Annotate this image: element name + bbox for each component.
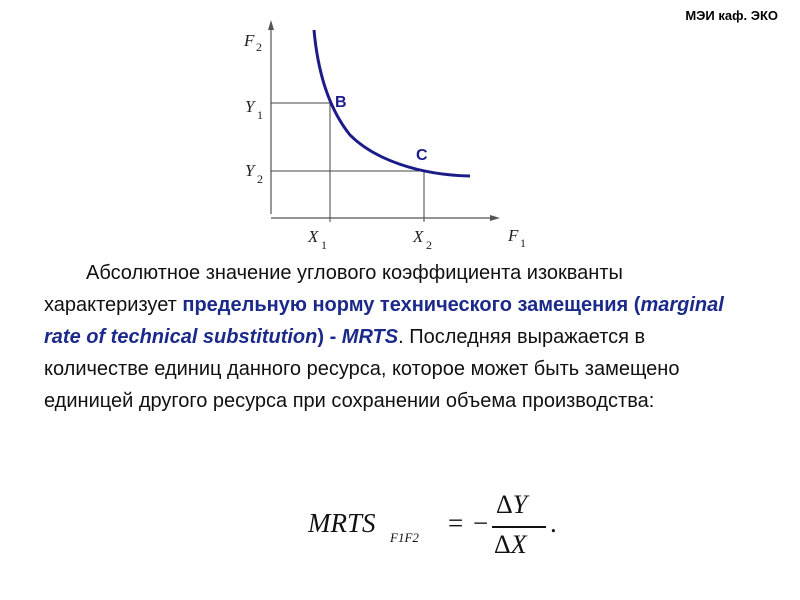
formula-denominator bbox=[494, 530, 527, 560]
paragraph-rest: . Последняя выражается в количестве единиц данного ресурса, которое может быть замещено единицей другого ресурса при сохранении объема производства: bbox=[44, 326, 680, 412]
x-axis-label: F bbox=[508, 226, 519, 245]
formula-lhs: MRTS bbox=[308, 508, 376, 538]
term-highlight: предельную норму технического замещения ( bbox=[182, 294, 641, 316]
tick-y2: Y bbox=[245, 161, 255, 180]
term-mrts: MRTS bbox=[341, 326, 399, 348]
numerator-var: Y bbox=[512, 490, 528, 519]
term-close: ) - bbox=[317, 326, 342, 348]
y-axis-arrow bbox=[268, 20, 274, 30]
denominator-delta: Δ bbox=[494, 530, 511, 559]
formula-numerator bbox=[496, 490, 527, 520]
point-c-label: C bbox=[416, 147, 428, 164]
tick-x2: X bbox=[413, 227, 424, 246]
y-axis-label-sub: 2 bbox=[256, 40, 262, 54]
tick-y2-sub: 2 bbox=[257, 172, 263, 186]
isoquant-diagram bbox=[0, 0, 800, 260]
y-axis-label: F bbox=[244, 31, 255, 50]
numerator-delta: Δ bbox=[496, 490, 513, 519]
x-axis-arrow bbox=[490, 215, 500, 221]
description-paragraph bbox=[44, 257, 734, 417]
formula-equals: = bbox=[448, 508, 464, 538]
tick-x2-sub: 2 bbox=[426, 238, 432, 252]
tick-x1: X bbox=[308, 227, 319, 246]
tick-y1-sub: 1 bbox=[257, 108, 263, 122]
fraction-bar bbox=[492, 526, 546, 528]
tick-y1: Y bbox=[245, 97, 255, 116]
term-english: marginal rate of technical substitution bbox=[44, 294, 724, 348]
x-axis-label-sub: 1 bbox=[520, 236, 526, 250]
point-b-label: B bbox=[335, 94, 347, 111]
denominator-var: X bbox=[510, 530, 527, 559]
formula-minus: − bbox=[473, 508, 489, 538]
formula-period: . bbox=[550, 508, 557, 538]
tick-x1-sub: 1 bbox=[321, 238, 327, 252]
paragraph-intro: Абсолютное значение углового коэффициента изокванты характеризует bbox=[44, 262, 623, 316]
formula-subscript: F1F2 bbox=[390, 530, 419, 545]
header-tag: МЭИ каф. ЭКО bbox=[685, 8, 778, 23]
